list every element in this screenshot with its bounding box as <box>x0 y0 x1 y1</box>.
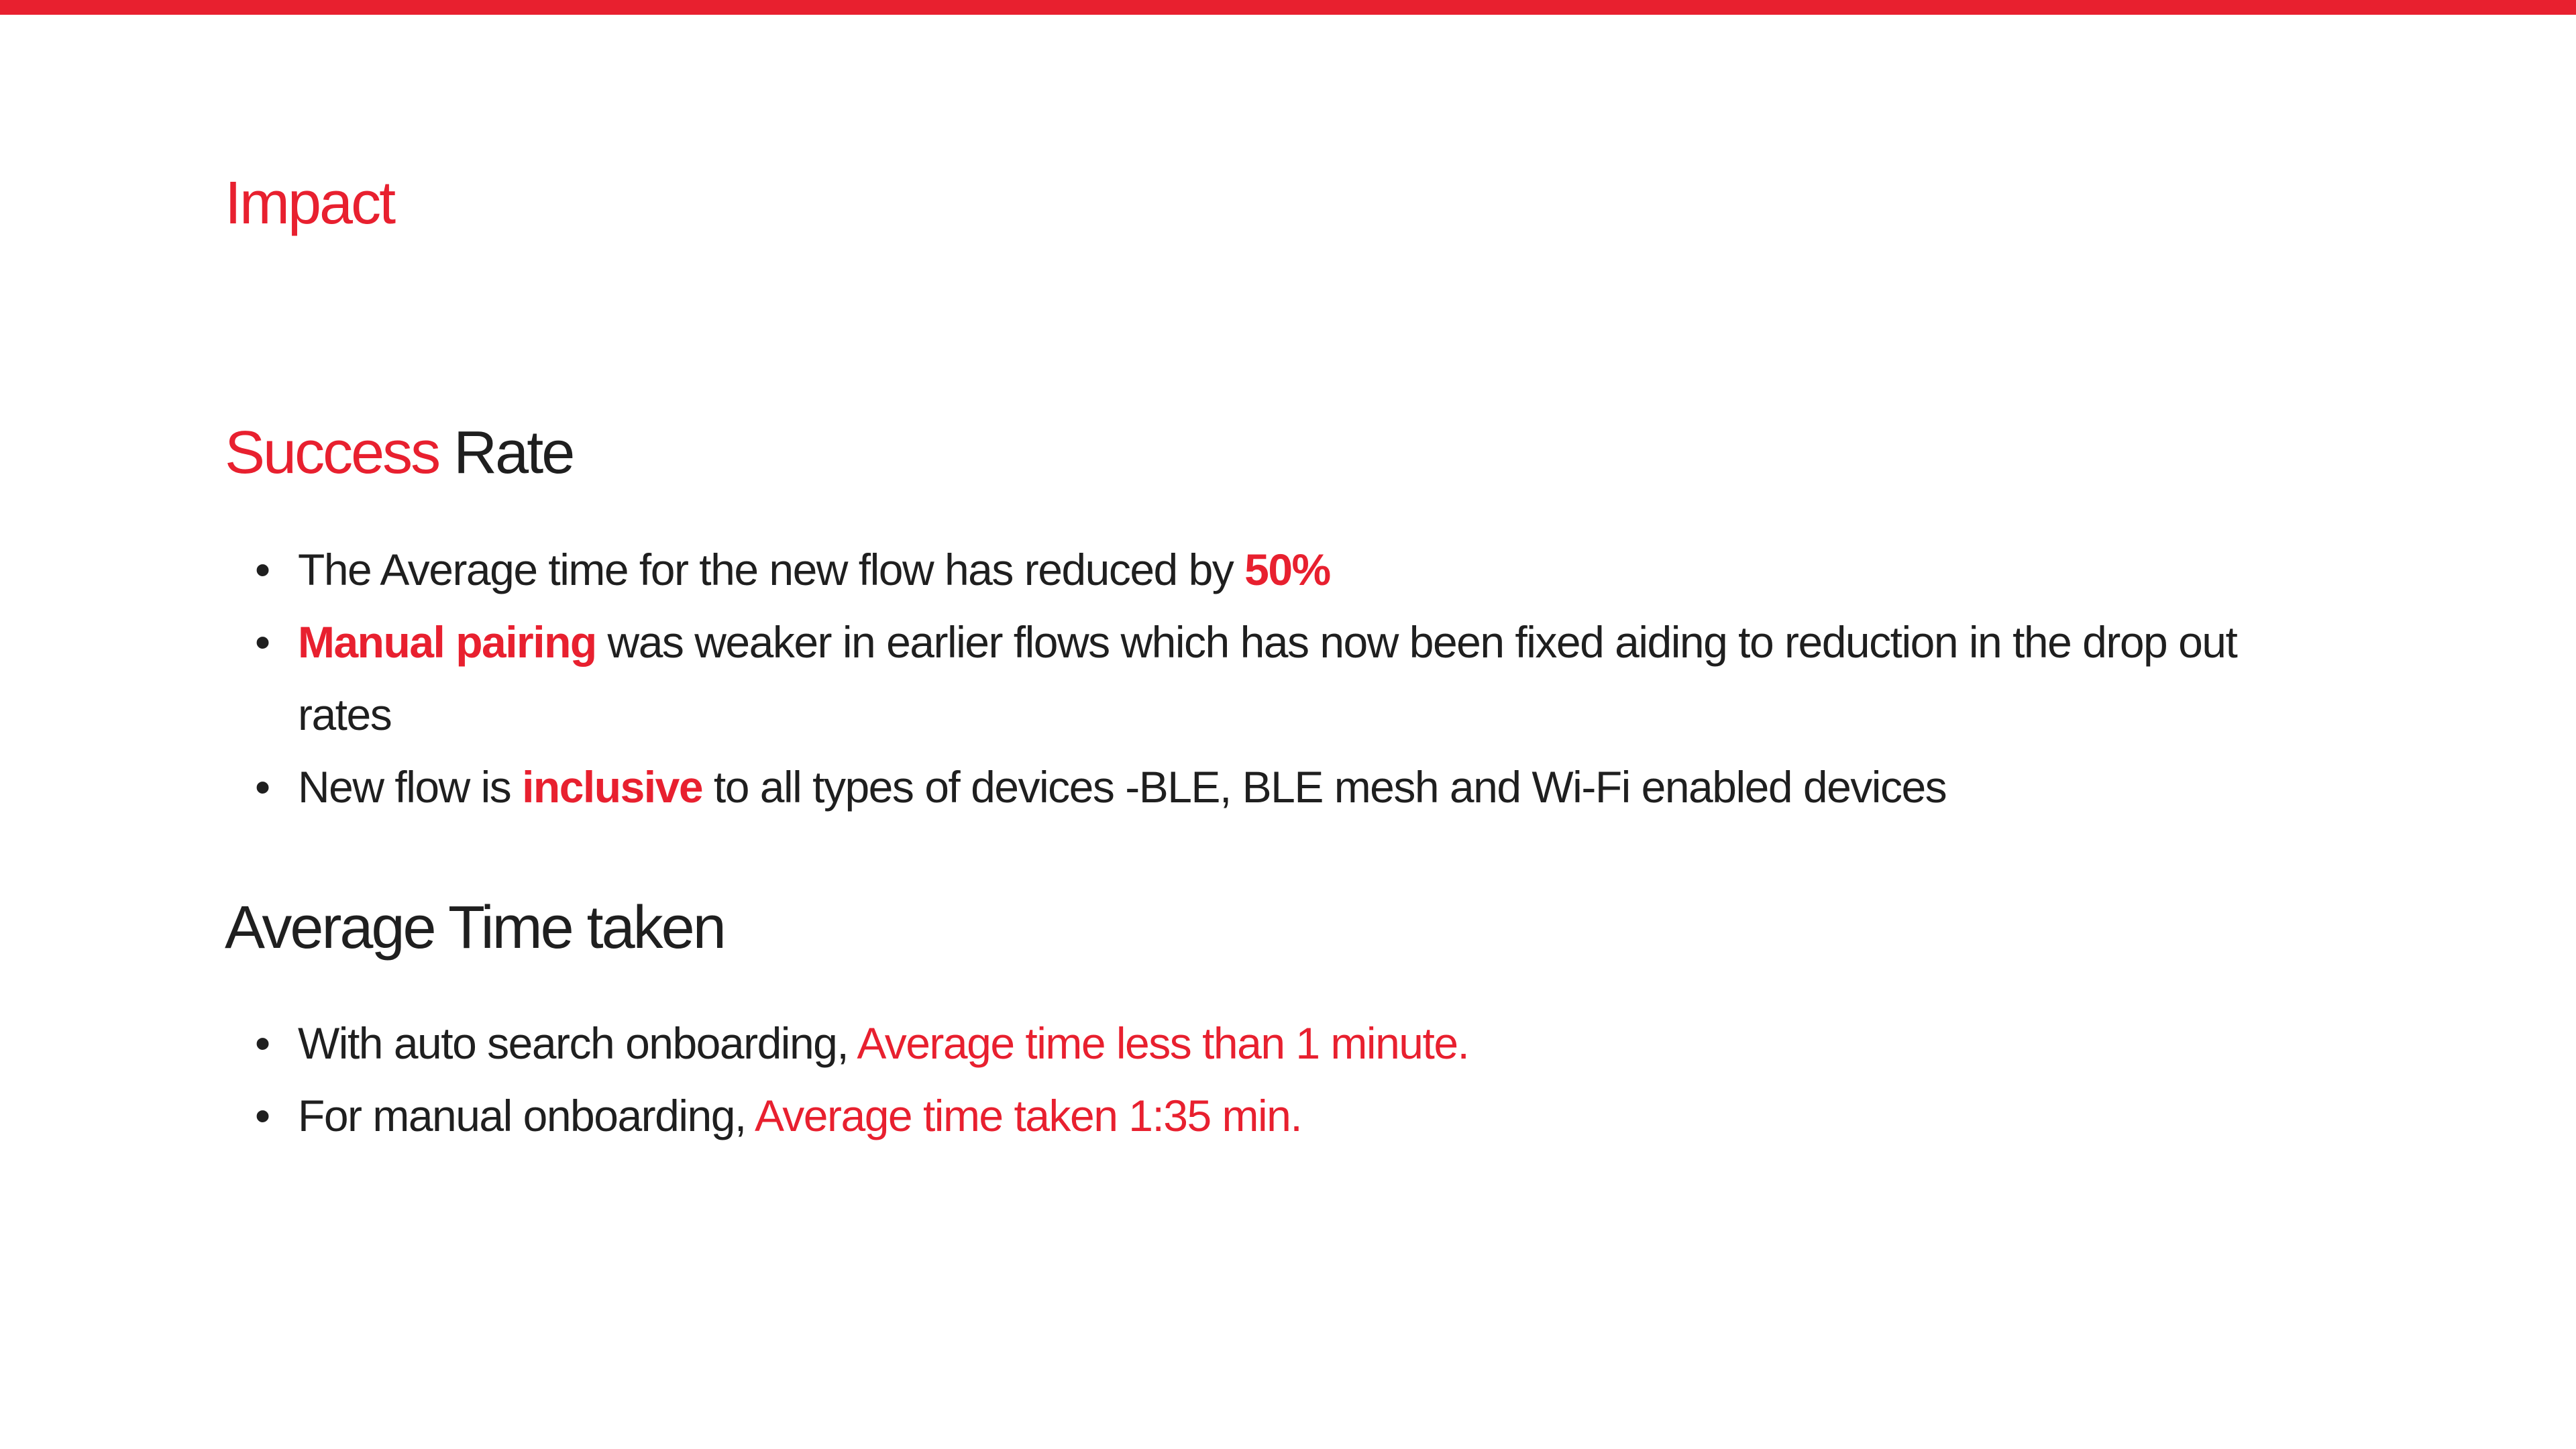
bullet-icon: • <box>255 1091 270 1140</box>
top-accent-bar <box>0 0 2576 15</box>
bullet-icon: • <box>255 617 270 667</box>
bullet-text: For manual onboarding, <box>298 1091 755 1140</box>
bullet-highlight: Manual pairing <box>298 617 596 667</box>
bullet-highlight: Average time less than 1 minute. <box>857 1018 1469 1068</box>
list-item <box>255 606 2267 751</box>
bullet-icon: • <box>255 1018 270 1068</box>
bullet-highlight: inclusive <box>522 762 703 812</box>
bullet-highlight: Average time taken 1:35 min. <box>754 1091 1302 1140</box>
bullet-text: was weaker in earlier flows which has now been fixed aiding to reduction in the drop out rates <box>298 617 2237 739</box>
list-item <box>255 1079 2267 1152</box>
bullet-icon: • <box>255 545 270 594</box>
success-rate-list <box>255 533 2267 823</box>
list-item <box>255 751 2267 823</box>
list-item <box>255 533 2267 606</box>
success-rate-heading-accent: Success <box>225 419 439 486</box>
bullet-text: New flow is <box>298 762 523 812</box>
list-item <box>255 1007 2267 1079</box>
success-rate-heading <box>225 419 574 486</box>
bullet-icon: • <box>255 762 270 812</box>
bullet-text: to all types of devices -BLE, BLE mesh and Wi-Fi enabled devices <box>702 762 1947 812</box>
average-time-heading: Average Time taken <box>225 894 724 961</box>
success-rate-heading-rest: Rate <box>439 419 574 486</box>
average-time-list <box>255 1007 2267 1152</box>
bullet-text: The Average time for the new flow has reduced by <box>298 545 1245 594</box>
bullet-text: With auto search onboarding, <box>298 1018 857 1068</box>
bullet-highlight: 50% <box>1244 545 1330 594</box>
page-title: Impact <box>225 170 394 237</box>
